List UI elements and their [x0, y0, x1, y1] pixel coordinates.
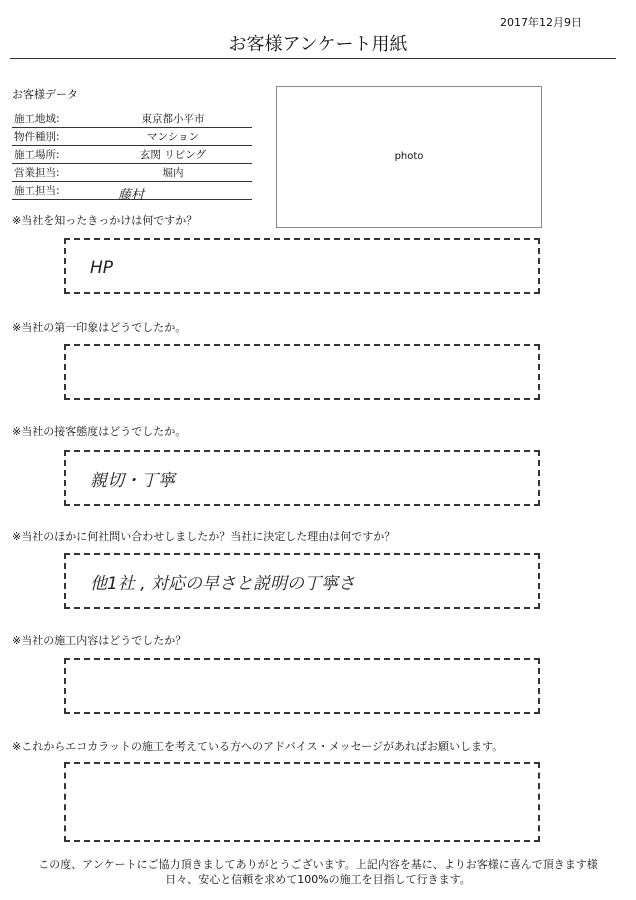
- customer-row-value: 玄関 リビング: [94, 146, 252, 164]
- answer-box-1: [64, 238, 540, 294]
- customer-row-label: 物件種別:: [12, 128, 94, 146]
- answer-box-5: [64, 658, 540, 714]
- question-6: ※これからエコカラットの施工を考えている方へのアドバイス・メッセージがあればお願いします。: [12, 740, 504, 753]
- customer-row-label: 施工担当:: [12, 182, 94, 200]
- customer-row: [12, 146, 252, 164]
- footer-line-1: この度、アンケートにご協力頂きましてありがとうございます。上記内容を基に、よりお客様に喜んで頂きます様: [38, 858, 598, 871]
- customer-row-label: 施工地域:: [12, 110, 94, 128]
- answer-1: HP: [90, 258, 114, 278]
- customer-row: [12, 110, 252, 128]
- photo-label: photo: [394, 151, 424, 162]
- customer-row-value: マンション: [94, 128, 252, 146]
- handwritten-signature: 藤村: [118, 188, 145, 203]
- answer-4: 他1社 , 対応の早さと説明の丁寧さ: [90, 574, 356, 594]
- customer-data-heading: お客様データ: [12, 88, 78, 101]
- answer-box-3: [64, 450, 540, 506]
- question-1: ※当社を知ったきっかけは何ですか？: [12, 214, 198, 227]
- title-underline: [10, 58, 616, 59]
- customer-row-value: 堀内: [94, 164, 252, 182]
- question-2: ※当社の第一印象はどうでしたか。: [12, 321, 187, 334]
- photo-placeholder: [276, 86, 542, 228]
- customer-row-label: 営業担当:: [12, 164, 94, 182]
- survey-date: 2017年12月9日: [500, 16, 582, 29]
- answer-box-6: [64, 762, 540, 842]
- customer-row-label: 施工場所:: [12, 146, 94, 164]
- customer-row: [12, 164, 252, 182]
- answer-3: 親切・丁寧: [90, 471, 175, 491]
- question-3: ※当社の接客態度はどうでしたか。: [12, 425, 187, 438]
- question-4: ※当社のほかに何社問い合わせしましたか？当社に決定した理由は何ですか？: [12, 530, 396, 543]
- customer-row-value: 東京都小平市: [94, 110, 252, 128]
- answer-box-2: [64, 344, 540, 400]
- footer-line-2: 日々、安心と信頼を求めて100%の施工を目指して行きます。: [165, 873, 471, 886]
- customer-row: [12, 128, 252, 146]
- question-5: ※当社の施工内容はどうでしたか？: [12, 634, 187, 647]
- answer-box-4: [64, 553, 540, 609]
- page-title: お客様アンケート用紙: [228, 34, 408, 55]
